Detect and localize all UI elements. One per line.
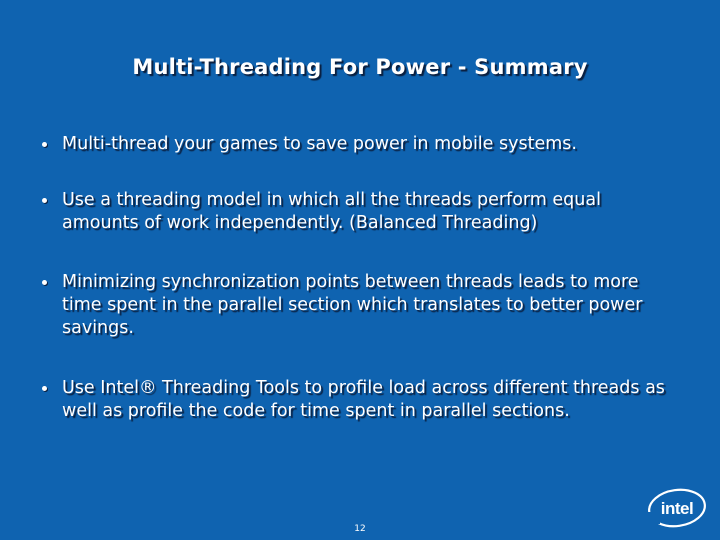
bullet-text: Use a threading model in which all the threads perform equal amounts of work independently. (Balanced Threading) [62, 190, 601, 233]
bullet-item [42, 377, 682, 423]
slide-title: Multi-Threading For Power - Summary [132, 55, 588, 79]
bullet-dot-icon [42, 386, 47, 391]
bullet-dot-icon [42, 198, 47, 203]
bullet-item [42, 189, 682, 235]
bullet-text: Minimizing synchronization points between threads leads to more time spent in the parallel section which translates to better power savings. [62, 272, 643, 338]
bullet-text: Multi-thread your games to save power in mobile systems. [62, 134, 577, 154]
logo-text: intel [660, 499, 694, 518]
bullet-text: Use Intel® Threading Tools to profile load across different threads as well as profile the code for time spent in parallel sections. [62, 378, 665, 421]
bullet-item [42, 271, 682, 340]
page-number: 12 [354, 524, 366, 534]
bullet-item [42, 133, 682, 156]
bullet-dot-icon [42, 280, 47, 285]
intel-logo-icon [646, 482, 708, 532]
bullet-dot-icon [42, 142, 47, 147]
